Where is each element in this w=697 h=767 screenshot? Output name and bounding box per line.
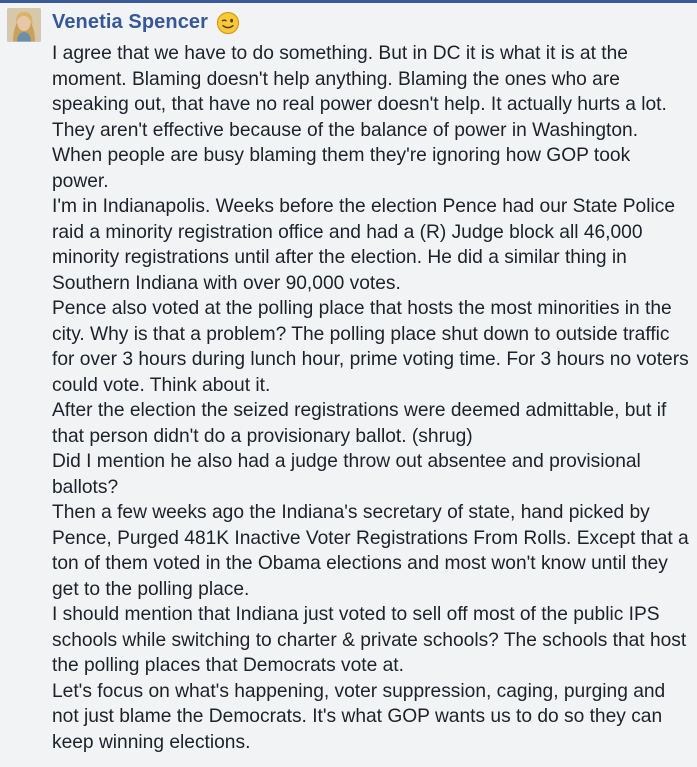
comment-paragraph: Pence also voted at the polling place that hosts the most minorities in the city. Why is that a problem? The polling place shut down to outside traffic for over 3 hours during lunch hour, prime voting time. For 3 hours no voters could vote. Think about it.	[52, 298, 689, 396]
comment	[7, 5, 697, 755]
comment-paragraph: After the election the seized registrations were deemed admittable, but if that person didn't do a provisionary ballot. (shrug)	[52, 400, 667, 447]
comment-text	[52, 41, 692, 755]
author-row	[52, 6, 697, 38]
comment-paragraph: I agree that we have to do something. But in DC it is what it is at the moment. Blaming doesn't help anything. Blaming the ones who are speaking out, that have no real power doesn't help. It actually hurts a lot. They aren't effective because of the balance of power in Washington. When people are busy blaming them they're ignoring how GOP took power.	[52, 43, 667, 192]
comment-paragraph: I'm in Indianapolis. Weeks before the election Pence had our State Police raid a minority registration office and had a (R) Judge block all 46,000 minority registrations until after the election. He did a similar thing in Southern Indiana with over 90,000 votes.	[52, 196, 676, 294]
winking-face-icon	[216, 11, 240, 35]
comment-paragraph: I should mention that Indiana just voted to sell off most of the public IPS schools while switching to charter & private schools? The schools that host the polling places that Democrats vote at.	[52, 604, 687, 676]
top-border	[0, 0, 697, 3]
comment-paragraph: Let's focus on what's happening, voter suppression, caging, purging and not just blame the Democrats. It's what GOP wants us to do so they can keep winning elections.	[52, 680, 666, 753]
author-name[interactable]: Venetia Spencer	[52, 11, 209, 33]
avatar-image	[7, 8, 41, 42]
comment-body	[52, 5, 697, 755]
comment-paragraph: Then a few weeks ago the Indiana's secretary of state, hand picked by Pence, Purged 481K Inactive Voter Registrations From Rolls. Except that a ton of them voted in the Obama elections and most won't know until they get to the polling place.	[52, 502, 689, 600]
comment-paragraph: Did I mention he also had a judge throw out absentee and provisional ballots?	[52, 451, 641, 498]
avatar[interactable]	[7, 8, 41, 42]
